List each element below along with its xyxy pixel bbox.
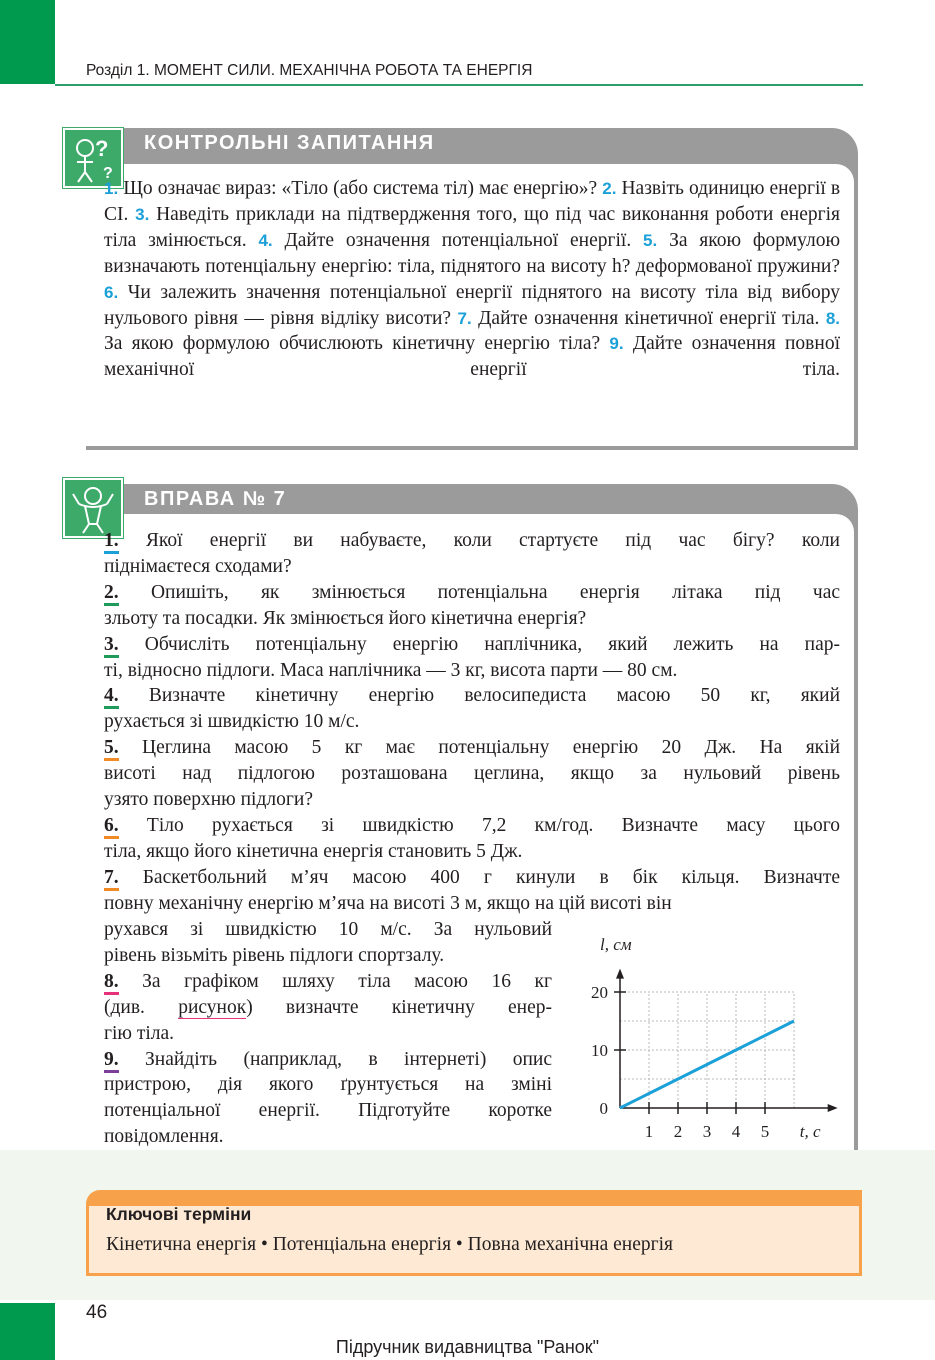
y-tick-label: 0 [599,1099,608,1118]
key-terms-list: Кінетична енергія • Потенціальна енергія • Повна механічна енергія [106,1234,674,1255]
exercise-text: повну механічну енергію м’яча на висоті 3 м, якщо на цій висоті він [104,892,672,914]
exercise-number: 5. [104,737,119,761]
exercise-text: Якої енергії ви набуваєте, коли стартуєте під час бігу? коли [145,530,840,551]
key-terms-title: Ключові терміни [106,1204,252,1224]
question-number: 8. [825,308,840,328]
exercise-line [104,839,840,865]
x-tick-label: 4 [731,1122,741,1141]
exercise-text: пристрою, дія якого ґрунтується на зміні [104,1074,552,1096]
exercise-number: 7. [104,867,119,891]
exercise-line [104,761,840,787]
question-text: Чи залежить значення потенціальної енергії піднятого на висоту тіла від вибору нульового рівня — рівня відліку висоти? [104,281,840,329]
exercise-text: За графіком шляху тіла масою 16 кг [142,970,553,992]
x-tick-label: 3 [702,1122,712,1141]
exercise-text: ті, відносно підлоги. Маса наплічника — 3 кг, висота парти — 80 см. [104,659,678,681]
y-tick-label: 10 [591,1041,608,1060]
exercise-line [104,735,840,761]
question-text: Дайте означення повної механічної енергії тіла. [104,333,840,381]
exercise-line [104,709,840,735]
header-green-tab [0,0,55,84]
exercise-number: 9. [104,1049,119,1073]
exercise-line [104,632,840,658]
x-tick-label: 5 [760,1122,770,1141]
exercise-text: тіла, якщо його кінетична енергія становить 5 Дж. [104,840,523,862]
x-axis-label: t, с [799,1122,821,1141]
y-axis-label: l, см [600,935,632,954]
x-tick-label: 2 [673,1122,683,1141]
svg-text:?: ? [95,136,109,161]
question-number: 3. [135,204,150,224]
question-text: Наведіть приклади на підтвердження того, що під час виконання роботи енергія тіла змінюється. [104,203,840,251]
question-text: Дайте означення потенціальної енергії. [284,229,632,251]
exercise-text: зльоту та посадки. Як змінюється його кінетична енергія? [104,607,587,629]
exercise-line [104,528,840,554]
exercise-number: 2. [104,582,119,606]
y-axis-arrow [616,969,624,979]
question-number: 5. [643,230,658,250]
control-questions-text [104,176,840,383]
exercise-line [104,891,840,917]
exercise-text: Обчисліть потенціальну енергію наплічника, який лежить на пар- [144,633,841,655]
key-terms-box [86,1190,862,1276]
exercise-text: гію тіла. [104,1022,175,1044]
exercise-text: рухається зі швидкістю 10 м/с. [104,711,360,733]
exercise-line [104,1098,552,1124]
exercise-text: рівень візьміть рівень підлоги спортзалу. [104,944,445,966]
exercise-line [104,1124,552,1150]
exercise-text: піднімаєтеся сходами? [104,555,292,577]
x-tick-label: 1 [644,1122,654,1141]
svg-text:?: ? [103,165,113,182]
exercise-text: Визначте кінетичну енергію велосипедиста масою 50 кг, який [148,685,841,707]
question-text: Назвіть одиницю енергії в СІ. [104,178,841,225]
exercise-text: Опишіть, як змінюється потенціальна енергія літака під час [150,581,841,603]
exercise-line [104,995,552,1021]
y-tick-label: 20 [591,983,608,1002]
figure-link[interactable]: рисунок [178,996,247,1018]
exercise-text: повідомлення. [104,1126,224,1148]
exercise-text: (див. [104,996,179,1018]
graph-labels [591,935,821,1141]
exercise-title: ВПРАВА № 7 [144,488,287,510]
exercise-text: потенціальної енергії. Підготуйте коротке [104,1100,552,1122]
graph-axes [614,969,838,1114]
exercise-number: 1. [104,530,119,554]
exercise-line [104,1047,552,1073]
exercise-text: Баскетбольний м’яч масою 400 г кинули в бік кільця. Визначте [142,866,841,888]
exercise-line [104,917,552,943]
exercise-line [104,969,552,995]
exercise-line [104,787,840,813]
question-text: За якою формулою визначають потенціальну енергію: тіла, піднятого на висоту h? деформованої пружини? [104,229,841,277]
exercise-line [104,1021,552,1047]
question-number: 1. [104,179,119,198]
exercise-line [104,683,840,709]
header-rule [55,84,863,86]
question-text: Що означає вираз: «Тіло (або система тіл) має енергію»? [123,178,598,199]
x-axis-arrow [828,1104,838,1112]
exercise-line [104,606,840,632]
exercise-text: рухався зі швидкістю 10 м/с. За нульовий [104,919,552,940]
question-number: 9. [609,334,624,354]
exercise-line [104,813,840,839]
graph-grid [620,992,794,1108]
exercise-text: Знайдіть (наприклад, в інтернеті) опис [145,1048,552,1070]
exercise-number: 8. [104,971,119,995]
exercise-line [104,1072,552,1098]
exercise-text: ) визначте кінетичну енер- [246,996,552,1018]
page-number: 46 [86,1302,108,1323]
exercise-number: 3. [104,634,119,658]
question-number: 6. [104,282,119,302]
exercise-text: Цеглина масою 5 кг має потенціальну енергію 20 Дж. На якій [142,737,841,759]
exercise-line [104,658,840,684]
exercise-line [104,580,840,606]
question-number: 7. [457,308,472,328]
exercise-text: узято поверхню підлоги? [104,789,313,810]
exercise-number: 4. [104,685,119,709]
exercise-line [104,943,552,969]
publisher-credit: Підручник видавництва "Ранок" [335,1337,600,1357]
question-text: Дайте означення кінетичної енергії тіла. [478,307,820,329]
control-questions-title: КОНТРОЛЬНІ ЗАПИТАННЯ [144,132,435,154]
question-number: 4. [258,230,273,250]
question-number: 2. [602,179,617,198]
distance-time-graph [578,928,848,1148]
exercise-text: висоті над підлогою розташована цеглина, якщо за нульовий рівень [104,763,840,785]
question-text: За якою формулою обчислюють кінетичну енергію тіла? [104,333,601,355]
chapter-title: Розділ 1. МОМЕНТ СИЛИ. МЕХАНІЧНА РОБОТА ТА ЕНЕРГІЯ [86,62,533,79]
exercise-text: Тіло рухається зі швидкістю 7,2 км/год. Визначте масу цього [146,814,840,836]
exercise-line [104,554,840,580]
exercise-line [104,865,840,891]
exercise-number: 6. [104,815,119,839]
